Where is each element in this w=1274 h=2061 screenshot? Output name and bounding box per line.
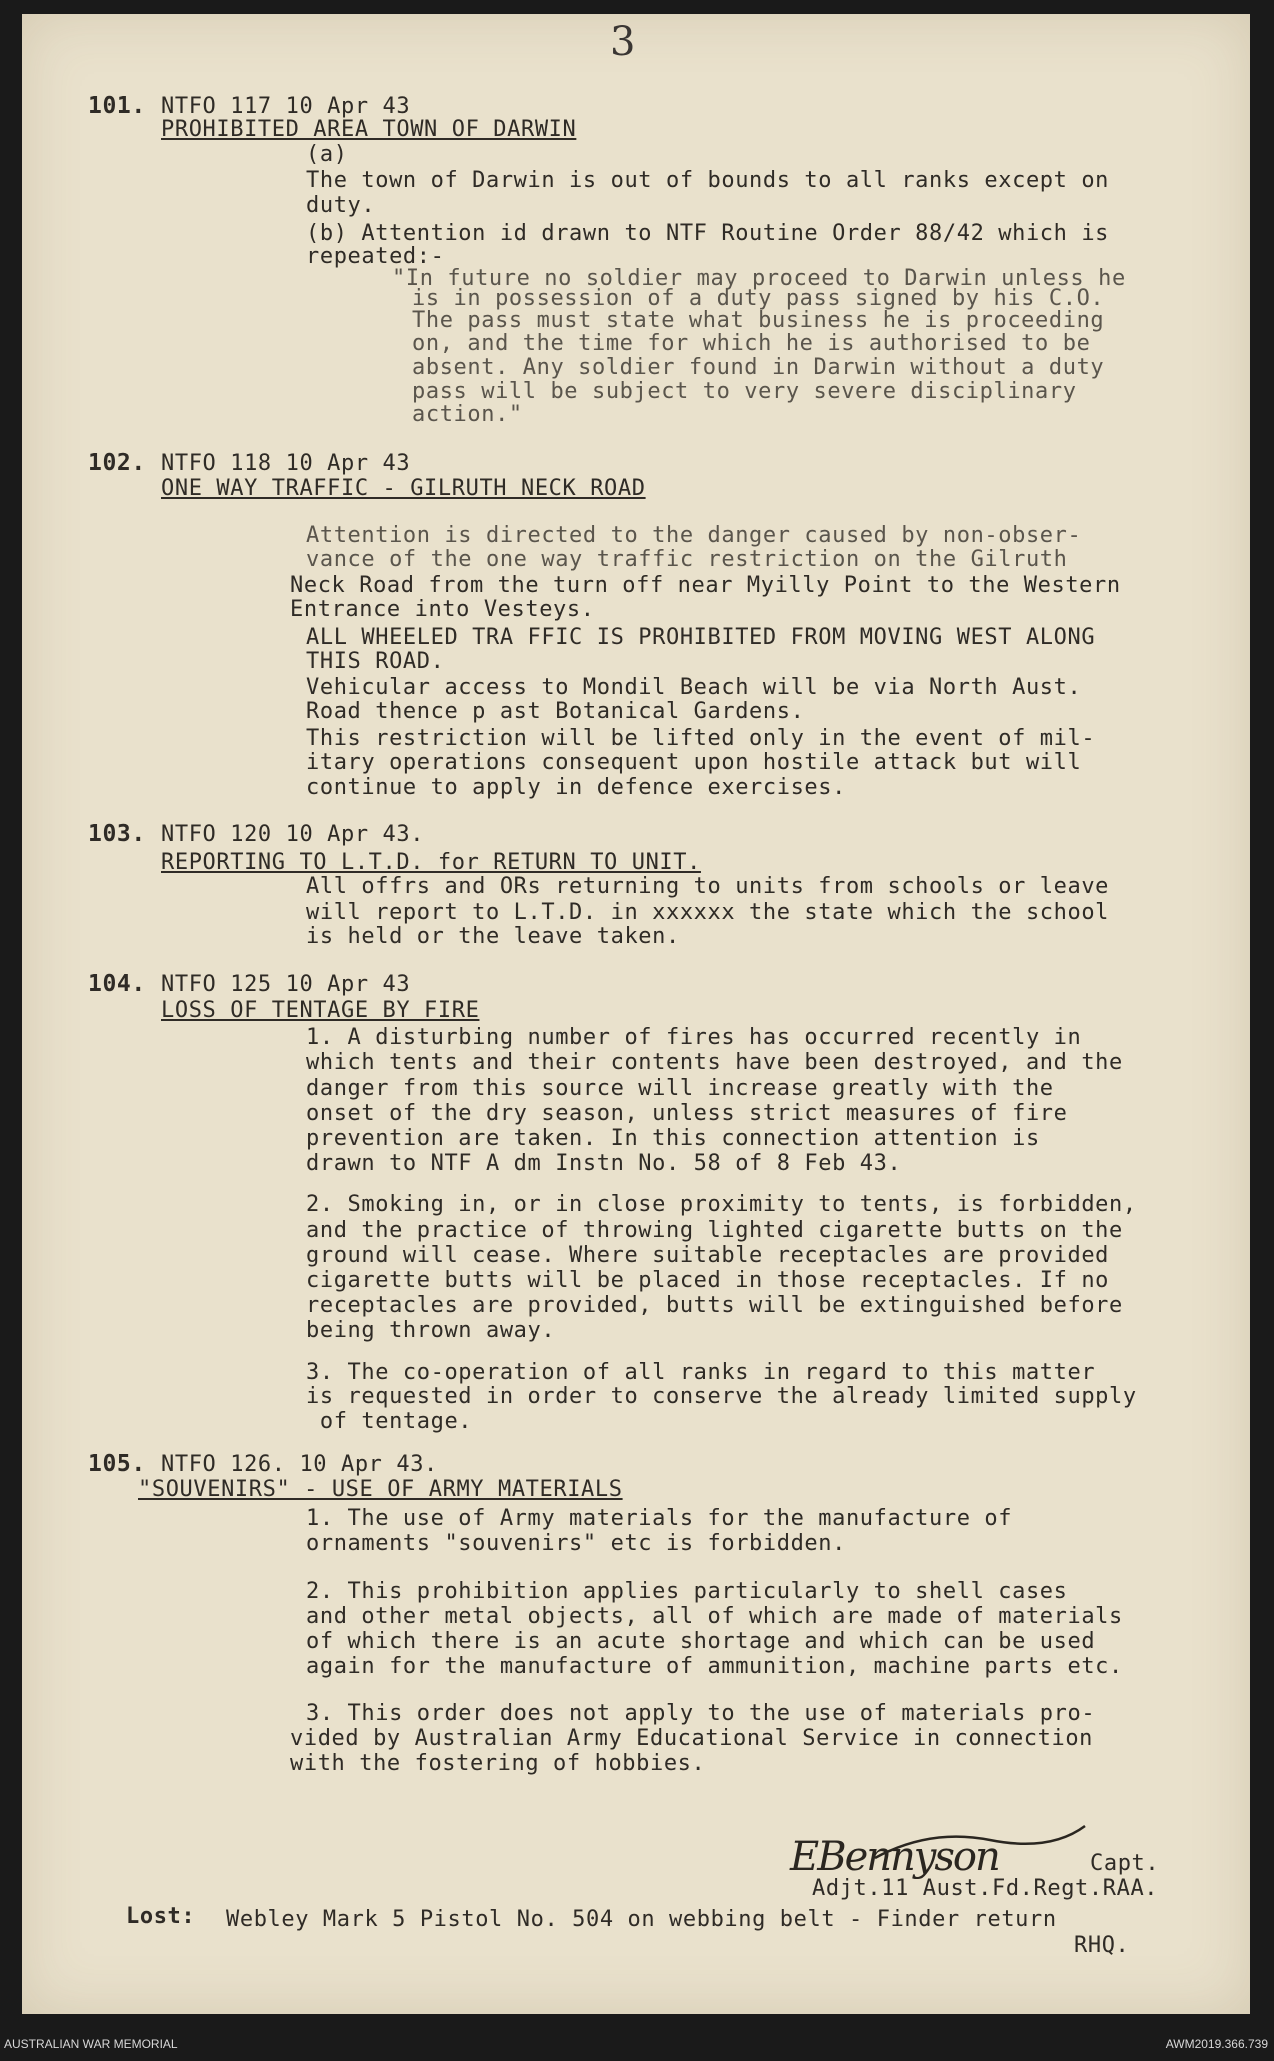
order-102-line-3: Entrance into Vesteys. bbox=[290, 597, 595, 622]
order-105-p2-2: of which there is an acute shortage and which can be used bbox=[306, 1629, 1096, 1654]
order-101-line-0: (a) bbox=[306, 142, 348, 167]
order-101-quote-5: pass will be subject to very severe disciplinary bbox=[412, 379, 1077, 404]
order-104-p3-0: 3. The co-operation of all ranks in regard to this matter bbox=[306, 1360, 1096, 1385]
order-104-p2-4: receptacles are provided, butts will be extinguished before bbox=[306, 1293, 1123, 1318]
order-102-line-5: THIS ROAD. bbox=[306, 649, 445, 674]
signature-flourish-icon bbox=[870, 1818, 1090, 1868]
order-101-quote-0: "In future no soldier may proceed to Darwin unless he bbox=[392, 266, 1126, 291]
order-102-line-1: vance of the one way traffic restriction on the Gilruth bbox=[306, 547, 1068, 572]
order-104-p1-5: drawn to NTF A dm Instn No. 58 of 8 Feb 43. bbox=[306, 1151, 902, 1176]
order-105-p2-0: 2. This prohibition applies particularly to shell cases bbox=[306, 1579, 1068, 1604]
footer-accession-number: AWM2019.366.739 bbox=[1165, 2037, 1268, 2051]
order-104-number: 104. bbox=[88, 971, 146, 997]
signature-appointment: Adjt.11 Aust.Fd.Regt.RAA. bbox=[812, 1876, 1159, 1901]
order-103-title: REPORTING TO L.T.D. for RETURN TO UNIT. bbox=[161, 850, 701, 875]
order-101-line-2: duty. bbox=[306, 193, 376, 218]
signature: EBennyson bbox=[790, 1834, 999, 1880]
order-103-number: 103. bbox=[88, 821, 146, 847]
order-105-number: 105. bbox=[88, 1451, 146, 1477]
order-103-line-0: All offrs and ORs returning to units from schools or leave bbox=[306, 874, 1110, 899]
order-102-line-0: Attention is directed to the danger caused by non-obser- bbox=[306, 523, 1082, 548]
lost-label: Lost: bbox=[126, 1904, 196, 1929]
order-104-p2-1: and the practice of throwing lighted cigarette butts on the bbox=[306, 1218, 1123, 1243]
order-104-ref: NTFO 125 10 Apr 43 bbox=[161, 972, 411, 997]
order-105-p1-1: ornaments "souvenirs" etc is forbidden. bbox=[306, 1531, 846, 1556]
order-102-number: 102. bbox=[88, 450, 146, 476]
order-103-ref: NTFO 120 10 Apr 43. bbox=[161, 822, 425, 847]
order-105-p2-3: again for the manufacture of ammunition, machine parts etc. bbox=[306, 1654, 1123, 1679]
order-104-p2-0: 2. Smoking in, or in close proximity to tents, is forbidden, bbox=[306, 1192, 1137, 1217]
order-105-title: "SOUVENIRS" - USE OF ARMY MATERIALS bbox=[138, 1477, 623, 1502]
order-101-quote-4: absent. Any soldier found in Darwin without a duty bbox=[412, 355, 1105, 380]
order-102-line-6: Vehicular access to Mondil Beach will be via North Aust. bbox=[306, 675, 1082, 700]
order-104-title: LOSS OF TENTAGE BY FIRE bbox=[161, 998, 480, 1023]
order-105-p3-0: 3. This order does not apply to the use of materials pro- bbox=[306, 1701, 1096, 1726]
order-101-number: 101. bbox=[88, 93, 146, 119]
order-101-title: PROHIBITED AREA TOWN OF DARWIN bbox=[161, 117, 577, 142]
order-104-p1-1: which tents and their contents have been destroyed, and the bbox=[306, 1050, 1123, 1075]
order-102-line-10: continue to apply in defence exercises. bbox=[306, 775, 846, 800]
order-105-p2-1: and other metal objects, all of which are made of materials bbox=[306, 1604, 1123, 1629]
order-101-quote-2: The pass must state what business he is proceeding bbox=[412, 308, 1105, 333]
order-103-line-2: is held or the leave taken. bbox=[306, 924, 680, 949]
order-104-p1-0: 1. A disturbing number of fires has occurred recently in bbox=[306, 1025, 1082, 1050]
order-101-line-1: The town of Darwin is out of bounds to all ranks except on bbox=[306, 168, 1110, 193]
lost-text-2: RHQ. bbox=[1074, 1933, 1130, 1958]
order-103-line-1: will report to L.T.D. in xxxxxx the state which the school bbox=[306, 900, 1110, 925]
page-number: 3 bbox=[610, 19, 637, 65]
order-104-p1-3: onset of the dry season, unless strict measures of fire bbox=[306, 1101, 1068, 1126]
lost-text: Webley Mark 5 Pistol No. 504 on webbing belt - Finder return bbox=[226, 1907, 1057, 1932]
order-105-p3-2: with the fostering of hobbies. bbox=[290, 1751, 706, 1776]
order-101-quote-6: action." bbox=[412, 402, 523, 427]
order-105-p1-0: 1. The use of Army materials for the manufacture of bbox=[306, 1506, 1013, 1531]
order-105-p3-1: vided by Australian Army Educational Service in connection bbox=[290, 1726, 1094, 1751]
order-104-p1-2: danger from this source will increase greatly with the bbox=[306, 1076, 1054, 1101]
order-101-quote-3: on, and the time for which he is authorised to be bbox=[412, 331, 1091, 356]
order-102-ref: NTFO 118 10 Apr 43 bbox=[161, 451, 411, 476]
order-102-line-2: Neck Road from the turn off near Myilly Point to the Western bbox=[290, 573, 1121, 598]
order-104-p1-4: prevention are taken. In this connection attention is bbox=[306, 1126, 1040, 1151]
order-104-p3-2: of tentage. bbox=[306, 1409, 473, 1434]
footer-archive-name: AUSTRALIAN WAR MEMORIAL bbox=[4, 2037, 178, 2051]
order-104-p2-3: cigarette butts will be placed in those receptacles. If no bbox=[306, 1268, 1110, 1293]
order-104-p2-2: ground will cease. Where suitable receptacles are provided bbox=[306, 1243, 1110, 1268]
order-104-p2-5: being thrown away. bbox=[306, 1318, 556, 1343]
order-101-ref: NTFO 117 10 Apr 43 bbox=[161, 94, 411, 119]
signature-rank: Capt. bbox=[1090, 1851, 1160, 1876]
order-101-line-4: repeated:- bbox=[306, 244, 445, 269]
order-102-line-8: This restriction will be lifted only in the event of mil- bbox=[306, 726, 1096, 751]
order-104-p3-1: is requested in order to conserve the already limited supply bbox=[306, 1384, 1137, 1409]
order-105-ref: NTFO 126. 10 Apr 43. bbox=[161, 1452, 438, 1477]
order-102-line-9: itary operations consequent upon hostile attack but will bbox=[306, 750, 1082, 775]
order-102-line-4: ALL WHEELED TRA FFIC IS PROHIBITED FROM MOVING WEST ALONG bbox=[306, 625, 1096, 650]
order-102-line-7: Road thence p ast Botanical Gardens. bbox=[306, 699, 805, 724]
order-101-quote-1: is in possession of a duty pass signed by his C.O. bbox=[412, 286, 1105, 311]
order-101-line-3: (b) Attention id drawn to NTF Routine Order 88/42 which is bbox=[306, 221, 1110, 246]
order-102-title: ONE WAY TRAFFIC - GILRUTH NECK ROAD bbox=[161, 476, 646, 501]
